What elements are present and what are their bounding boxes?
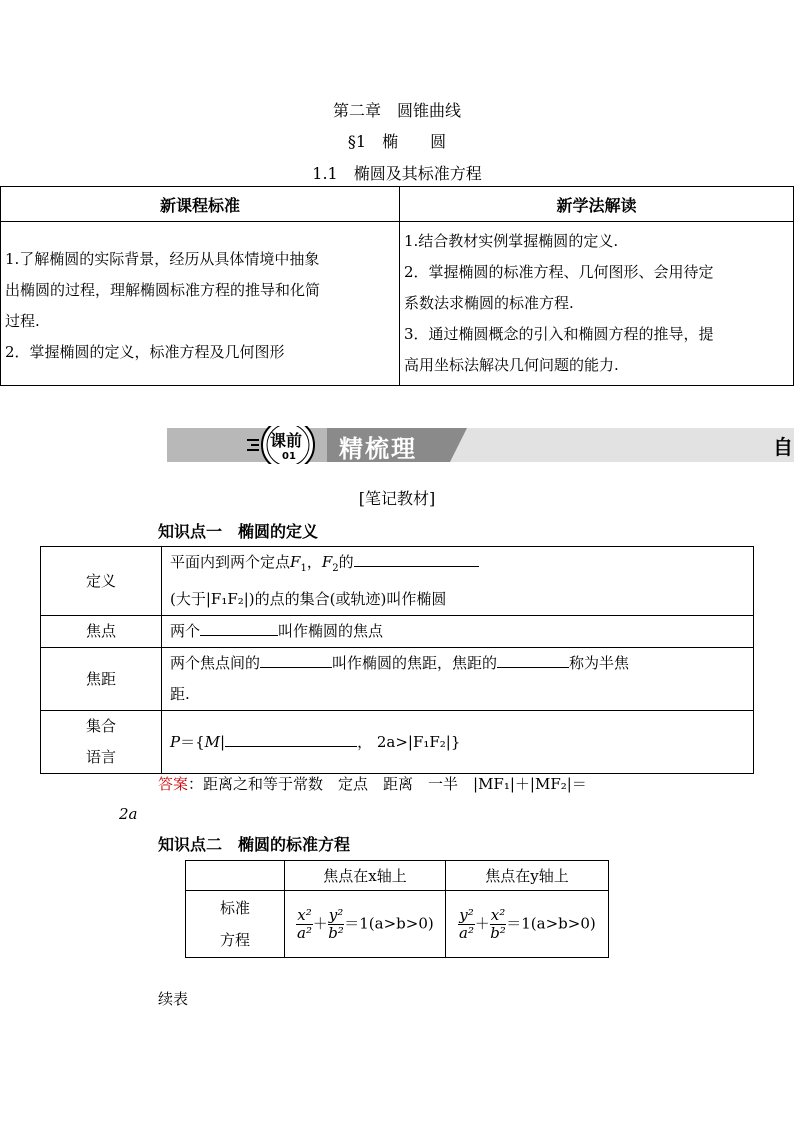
set-language-cell: P＝{M| ， 2a>|F₁F₂|} — [162, 711, 754, 774]
method-line: 3．通过椭圆概念的引入和椭圆方程的推导，提 — [404, 325, 714, 343]
fill-blank[interactable] — [225, 730, 357, 747]
row-label-focal-distance: 焦距 — [41, 648, 162, 711]
section-title: §1 椭 圆 — [347, 132, 447, 151]
fill-blank[interactable] — [497, 651, 569, 668]
method-line: 高用坐标法解决几何问题的能力. — [404, 356, 619, 374]
equation-y-axis: $\frac{\text{y²}}{\text{a²}}$ ＋ $\frac{\text{x²}}{\text{b²}}$ ＝1(a>b>0) — [446, 891, 609, 958]
answer-label: 答案 — [158, 775, 189, 793]
subsection-title: 1.1 椭圆及其标准方程 — [312, 164, 482, 183]
answer-line — [158, 773, 587, 794]
standards-table — [0, 186, 794, 386]
banner-right-char: 自 — [773, 435, 793, 459]
method-line: 1.结合教材实例掌握椭圆的定义. — [404, 232, 619, 250]
method-line: 2．掌握椭圆的标准方程、几何图形、会用待定 — [404, 263, 714, 281]
badge-text: 课前 — [270, 431, 303, 450]
badge-number: 01 — [282, 451, 296, 462]
standard-line: 2．掌握椭圆的定义，标准方程及几何图形 — [5, 343, 285, 361]
standard-line: 1.了解椭圆的实际背景，经历从具体情境中抽象 — [5, 250, 320, 268]
definition-line-1: 平面内到两个定点$F_1$，$F_2$的 — [170, 547, 745, 584]
standard-equation-table — [185, 860, 609, 958]
focal-distance-cell: 两个焦点间的 叫作椭圆的焦距，焦距的 称为半焦 距. — [162, 648, 754, 711]
fill-blank[interactable] — [260, 651, 332, 668]
standard-line: 过程. — [5, 312, 40, 330]
standard-line: 出椭圆的过程，理解椭圆标准方程的推导和化简 — [5, 281, 321, 299]
section-banner — [167, 426, 794, 464]
definition-table — [40, 546, 754, 774]
notes-label: [笔记教材] — [358, 489, 436, 508]
answer-continuation: 2a — [119, 805, 138, 823]
standard-cell — [1, 222, 400, 386]
col-header-y-axis: 焦点在y轴上 — [446, 861, 609, 891]
focus-cell: 两个 叫作椭圆的焦点 — [162, 616, 754, 648]
row-label-focus: 焦点 — [41, 616, 162, 648]
equation-x-axis: $\frac{\text{x²}}{\text{a²}}$ ＋ $\frac{\text{y²}}{\text{b²}}$ ＝1(a>b>0) — [285, 891, 446, 958]
continued-label: 续表 — [158, 990, 189, 1008]
kp2-heading: 知识点二 椭圆的标准方程 — [158, 835, 351, 854]
col-header-method: 新学法解读 — [400, 187, 794, 222]
row-label-standard-equation: 标准 方程 — [186, 891, 285, 958]
fill-blank[interactable] — [354, 550, 479, 567]
kp1-heading: 知识点一 椭圆的定义 — [158, 522, 319, 541]
row-label-set-language: 集合 语言 — [41, 711, 162, 774]
empty-header-cell — [186, 861, 285, 891]
chapter-title: 第二章 圆锥曲线 — [332, 101, 461, 120]
row-label-definition: 定义 — [41, 547, 162, 616]
definition-cell — [162, 547, 754, 616]
method-cell — [400, 222, 794, 386]
answer-text: ：距离之和等于常数 定点 距离 一半 |MF₁|＋|MF₂|＝ — [188, 775, 587, 793]
definition-line-2: (大于|F₁F₂|)的点的集合(或轨迹)叫作椭圆 — [170, 590, 447, 608]
banner-title: 精梳理 — [339, 435, 417, 463]
col-header-x-axis: 焦点在x轴上 — [285, 861, 446, 891]
col-header-standard: 新课程标准 — [1, 187, 400, 222]
fill-blank[interactable] — [200, 619, 278, 636]
method-line: 系数法求椭圆的标准方程. — [404, 294, 574, 312]
